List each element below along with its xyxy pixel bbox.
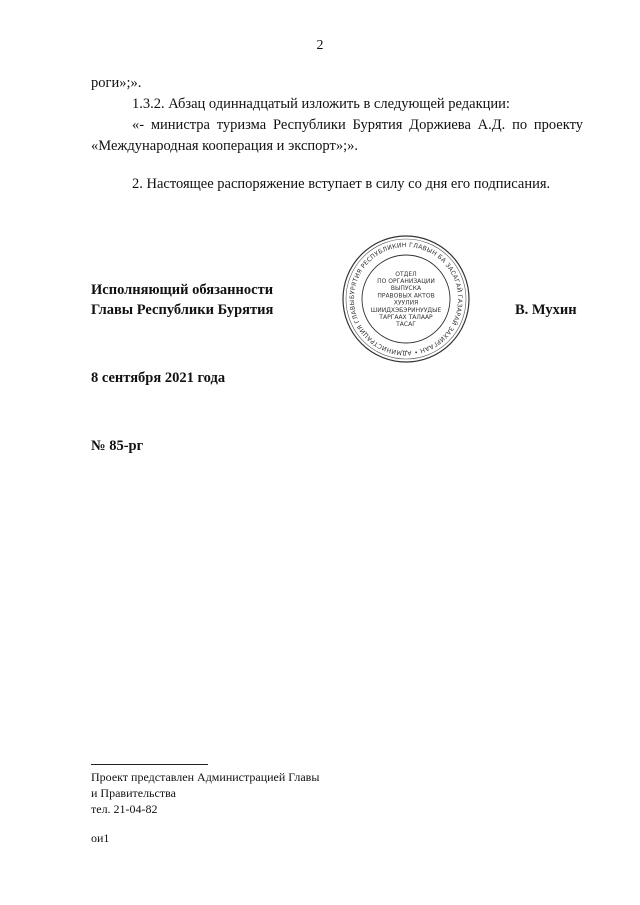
official-stamp [341, 234, 471, 364]
footnote-line-2: и Правительства [91, 786, 176, 800]
body-line-continuation: роги»;». [91, 75, 142, 91]
stamp-seal-icon [341, 234, 471, 364]
signatory-position [91, 280, 273, 320]
stamp-center-line: ПРАВОВЫХ АКТОВ [377, 292, 435, 300]
footnote-code: ои1 [91, 831, 110, 845]
stamp-center-line: ШИИДХЭБЭРИНУУДЫЕ [370, 306, 442, 314]
signatory-position-line-1: Исполняющий обязанности [91, 282, 274, 298]
stamp-center-text [371, 271, 442, 328]
body-line-effective: 2. Настоящее распоряжение вступает в силу со дня его подписания. [132, 176, 551, 192]
body-line-paragraph-1-3-2: 1.3.2. Абзац одиннадцатый изложить в следующей редакции: [132, 96, 510, 112]
signatory-position-line-2: Главы Республики Бурятия [91, 302, 274, 318]
stamp-center-line: ТАРГААХ ТАЛААР [379, 314, 433, 321]
document-number: № 85-рг [91, 438, 144, 454]
stamp-center-line: ТАСАГ [396, 321, 416, 329]
body-line-project: «Международная кооперация и экспорт»;». [91, 138, 358, 154]
footnote-phone: тел. 21-04-82 [91, 802, 158, 816]
footnote-divider [91, 764, 208, 765]
page-number: 2 [316, 38, 324, 53]
footnote-line-1: Проект представлен Администрацией Главы [91, 770, 320, 784]
stamp-center-line: ОТДЕЛ [395, 270, 417, 278]
signing-date: 8 сентября 2021 года [91, 370, 226, 386]
stamp-ring-text: БУРЯТИЯ РЕСПУБЛИКИН ГЛАВЫН БА ЗАСАГАЙ ГАЗАРАЙ ЗАХИРГААН • АДМИНИСТРАЦИЯ ГЛАВЫ [348, 241, 464, 357]
body-line-minister: «- министра туризма Республики Бурятия Доржиева А.Д. по проекту [132, 117, 583, 133]
signatory-name: В. Мухин [515, 302, 577, 318]
stamp-center-line: ВЫПУСКА [390, 285, 422, 293]
stamp-center-line: ПО ОРГАНИЗАЦИИ [377, 278, 435, 285]
stamp-center-line: ХУУЛИЯ [393, 299, 419, 307]
